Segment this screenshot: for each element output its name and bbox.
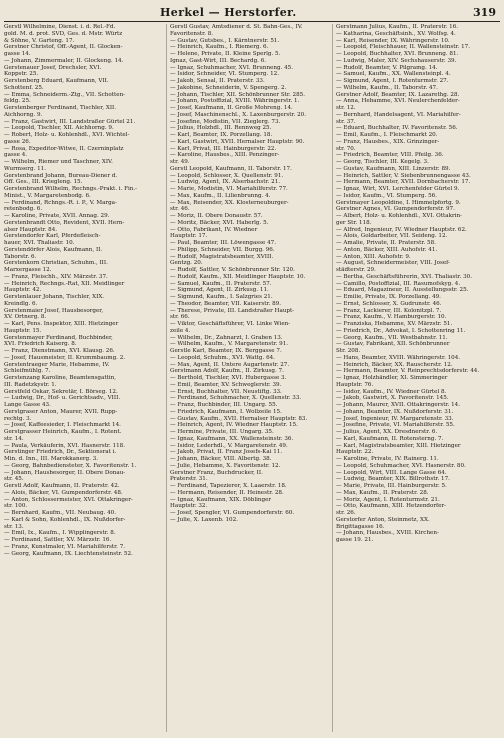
directory-line: — Ignaz, Kaufmann, XX. Wallensteinstr. 36. xyxy=(170,435,294,442)
directory-line: — Ignaz, Holzhändler, XI. Simmeringer xyxy=(336,375,448,381)
directory-line: — Robert, Holz- u. Kohlenhdl., XVI. Wichtel- xyxy=(4,132,130,138)
directory-line: — Karl, Gastwirt, XVII. Hernalser Hauptstr. 90. xyxy=(170,138,305,145)
directory-line: Gentzg. 20. xyxy=(170,260,203,267)
directory-line: XV. Ortnerg. 8. xyxy=(4,314,47,321)
directory-line: — Gustav, Kaufmann, XIII. Linzerstr. 89. xyxy=(336,165,451,172)
directory-line: — Leopold, Fleischhauer, II. Wallensteinstr. 17. xyxy=(336,44,470,51)
directory-line: — Julius, Agent, XX. Dresdnerstr. 6. xyxy=(336,429,438,435)
directory-line: ger Str. 118. xyxy=(336,219,372,226)
directory-line: — Rudolf, Beamter, V. Pilgramg. 14. xyxy=(336,64,438,71)
directory-line: — Gustav, Kaufm., XVII. Hernalser Hauptstr. 83. xyxy=(170,415,308,422)
directory-line: — Max, Kaufm., II. Lilienbrunng. 4. xyxy=(170,192,271,199)
directory-line: — Johann, Postoffizial, XVIII. Währingerstr. 1. xyxy=(170,98,300,105)
directory-line: — Sigmund, Agent, I. Rotenturmstr. 27. xyxy=(336,78,449,84)
directory-line: — Bernhard, Kaufm., VII. Neubaug. 40. xyxy=(4,510,117,516)
directory-line: — Eduard, Magazineur, II. Ausstellungsstr. 25. xyxy=(336,287,469,294)
directory-line: — Johann, Maurer, XVII. Ottakringerstr. 14. xyxy=(336,402,461,408)
directory-line: — Johann, Zimmermaler, II. Glockeng. 14. xyxy=(4,57,124,64)
directory-line: Minist., V. Margaretenbodg. 6. xyxy=(4,192,91,199)
directory-line: — Ernst, Buchhalter, VII. Neustiftg. 33. xyxy=(170,388,282,395)
directory-line: Gerstmann Adolf, Kaufm., II. Zirkusg. 7. xyxy=(170,368,284,375)
directory-line: — Hermann, Reisender, II. Heinestr. 28. xyxy=(170,489,284,496)
directory-line: — Ignaz, Schuhmacher, XVI. Brunneng. 45. xyxy=(170,64,294,71)
directory-line: — Ludwig, Beamter, XIX. Billrothstr. 17. xyxy=(336,476,450,483)
directory-line: str. 14. xyxy=(4,435,24,442)
directory-line: — Jakob, Sensal, II. Praterstr. 33. xyxy=(170,78,265,84)
directory-line: — Karl, Beamter, IX. Porzellang. 18. xyxy=(170,132,273,138)
directory-line: — Leopold, Schuhmacher, XVI. Hasnerstr. 80. xyxy=(336,462,466,469)
directory-line: — Wilhelm, Kaufm., V. Margaretenstr. 91. xyxy=(170,341,289,348)
directory-line: Schottenf. 25. xyxy=(4,84,44,91)
directory-line: — Josef, Maschinenschl., X. Laxenburgerstr. 20. xyxy=(170,111,306,118)
directory-line: Hauptstr. 22. xyxy=(336,449,374,456)
directory-line: — Therese, Private, III. Landstraßer Haupt- xyxy=(170,307,295,314)
directory-line: — Julie, Hebamme, X. Favoritenstr. 12. xyxy=(170,462,281,469)
directory-line: — Franz, Kunstmaler, VI. Mariahilferstr. 7. xyxy=(4,543,126,550)
directory-line: — Marie, Private, III. Hainburgerstr. 5. xyxy=(336,483,447,489)
running-head: Herkel — Herstorfer. xyxy=(160,6,297,19)
directory-line: Gerstenberg Eduard, Kaufmann, VII. xyxy=(4,78,109,84)
directory-line: — Anton, XIII. Auhofstr. 9. xyxy=(336,253,411,260)
page-header xyxy=(0,6,504,22)
directory-line: Hauptstr. 32. xyxy=(170,503,208,510)
directory-line: Hauptstr. 42. xyxy=(4,287,42,294)
directory-line: — Friedrich, Kaufmann, I. Wollzeile 15. xyxy=(170,408,282,415)
directory-line: — Ludwig, Maler, XIV. Sechshauserstr. 39. xyxy=(336,57,457,64)
directory-line: Gerstenauer Josef, Drechsler, XVI. xyxy=(4,64,102,71)
directory-line: — Emil, Beamter, XV. Schweglerstr. 39. xyxy=(170,381,282,388)
directory-line: — Gustav, Gutsbes., I. Kärntnerstr. 51. xyxy=(170,37,280,44)
header-rule xyxy=(4,21,500,22)
column-divider xyxy=(166,24,167,732)
directory-line: Kreindlg. 6. xyxy=(4,300,38,307)
directory-line: Gerstenbrandt Otto, Revident, XVII. Hern- xyxy=(4,219,125,226)
directory-line: Wurmserg. 11. xyxy=(4,165,46,172)
directory-line: Schleifmühlg. 7. xyxy=(4,368,51,375)
directory-line: — Heinrich, Bäcker, XX. Rauscherstr. 12. xyxy=(336,361,453,368)
directory-line: — Franziska, Hebamme, XV. Märzstr. 51. xyxy=(336,321,453,327)
directory-line: & Söhne, V. Garteng. 17. xyxy=(4,37,75,44)
directory-line: Marxergasse 12. xyxy=(4,267,52,273)
directory-line: — Hermann, Beamter, V. Reinprechtsdorferstr. 44. xyxy=(336,368,480,375)
directory-line: — Johann, Beamter, IX. Nußdorferstr. 31. xyxy=(336,408,454,415)
directory-line: str. 12. xyxy=(336,105,356,111)
directory-line: — Julius, Holzhdl., III. Rennweg 25. xyxy=(170,125,272,132)
directory-line: Gerstgraser Anton, Maurer, XVII. Rupp- xyxy=(4,408,118,415)
directory-line: — Anna, Hebamme, XVI. Neulerchenfelder- xyxy=(336,98,460,105)
directory-line: Brigittagasse 16. xyxy=(336,523,385,530)
directory-line: — Philipp, Schneider, VII. Burgg. 96. xyxy=(170,246,275,253)
column-3 xyxy=(336,24,496,732)
directory-line: — Georg, Kaufm., VII. Westbahnstr. 11. xyxy=(336,334,448,341)
directory-line: rechtg. 3. xyxy=(4,415,32,422)
directory-line: — Wilhelm, Dr., Zahnarzt, I. Graben 13. xyxy=(170,334,283,341)
directory-line: — Eduard, Buchhalter, IV. Favoritenstr. 56. xyxy=(336,125,458,132)
directory-line: — Georg, Tischler, III. Kegelg. 3. xyxy=(336,159,429,165)
directory-line: — Jakob, Gastwirt, X. Favoritenstr. 145. xyxy=(336,395,449,402)
directory-line: — Helene, Private, II. Kleine Sperlg. 5. xyxy=(170,51,281,57)
directory-line: Gerstenbrand Wilhelm, Rechngs.-Prakt. i. Fin.- xyxy=(4,186,138,192)
directory-line: hauer, XVI. Thaliastr. 10. xyxy=(4,240,75,246)
directory-line: — Rosa, Expeditor-Witwe, II. Czerninplatz xyxy=(4,145,124,152)
directory-line: Min. d. Inn., III. Marokkanerg. 3. xyxy=(4,456,99,462)
directory-line: — Ferdinand, Schuhmacher, X. Quellenstr. 33. xyxy=(170,395,302,402)
directory-line: — Franz, Lackierer, III. Kolonitzpl. 7. xyxy=(336,307,442,314)
directory-line: — Josefine, Private, VI. Mariahilferstr. 55. xyxy=(336,422,455,429)
directory-line: — Camillo, Postoffizial, III. Rasumofskyg. 4. xyxy=(336,280,461,287)
directory-line: — Ferdinand, Tapezierer, X. Laaerstr. 18. xyxy=(170,483,287,489)
directory-line: str. 49. xyxy=(170,159,190,165)
directory-line: — Johann, Bäcker, VIII. Albertg. 38. xyxy=(170,456,272,462)
directory-line: Gerstenmaier Josef, Hausbesorger, xyxy=(4,307,104,314)
directory-line: — Ignaz, Kaufmann, XIX. Döblinger xyxy=(170,496,272,503)
directory-line: — Josef, Ingenieur, IV. Margaretenstr. 33. xyxy=(336,415,454,422)
directory-line: — Karl, Pens. Inspektor, XIII. Hietzinger xyxy=(4,321,119,327)
directory-line: Hauptstr. 76. xyxy=(336,381,374,388)
directory-line: — Viktor, Geschäftsführer, VI. Linke Wien- xyxy=(170,321,291,327)
directory-line: — Jakobine, Schneiderin, V. Spengerg. 2. xyxy=(170,84,287,91)
directory-line: Gerstmayer Leopoldine, I. Himmelpfortg. 9. xyxy=(336,199,461,206)
directory-line: — Amalie, Private, II. Praterstr. 58. xyxy=(336,240,436,246)
directory-line: — Heinrich, Sattler, V. Siebenbrunnengasse 43. xyxy=(336,172,471,179)
directory-line: — Leopold, Schuhm., XVI. Wattg. 64. xyxy=(170,354,275,361)
page-number: 319 xyxy=(473,6,496,19)
directory-line: — Leopold, Buchhalter, XVI. Brunneng. 81. xyxy=(336,51,459,57)
directory-line: — Karoline, Private, XVII. Annag. 29. xyxy=(4,213,110,219)
directory-line: — Ferdinand, Rchngs.-R. i. P., V. Marga- xyxy=(4,199,117,206)
directory-line: — Franz, Hausbes., XIX. Grinzinger- xyxy=(336,138,440,145)
directory-line: str. 66. xyxy=(170,314,190,321)
directory-line: — Leopold, Wirt, VIII. Lange Gasse 64. xyxy=(336,469,447,476)
directory-line: Gerstfeld Oskar, Sekretär, I. Börseg. 12. xyxy=(4,388,118,395)
directory-line: Öff. Ges., III. Kriegleng. 15. xyxy=(4,179,83,186)
directory-line: — Hermine, Private, III. Ungarg. 35. xyxy=(170,429,274,435)
directory-line: Gerstenlauer Johann, Tischler, XIX. xyxy=(4,294,105,300)
directory-line: Gerstl Leopold, Kaufmann, II. Taborstr. 17. xyxy=(170,165,292,172)
directory-line: — Josef, Kaufmann, II. Große Mohreng. 14. xyxy=(170,105,293,111)
directory-line: — Otto, Kaufmann, XIII. Hetzendorfer- xyxy=(336,503,446,510)
directory-line: Ignaz, Gast-Wirt, III. Bechardg. 6. xyxy=(170,57,267,64)
directory-line: — Heinrich, Agent, IV. Wiedner Hauptstr. 15. xyxy=(170,422,298,429)
directory-line: feldg. 25. xyxy=(4,98,31,105)
directory-line: — Paula, Verkäuferin, XVI. Hasnerstr. 118. xyxy=(4,442,125,449)
directory-line: — Josef, Spengler, VI. Gumpendorferstr. 60. xyxy=(170,510,295,516)
directory-line: — Alois, Bäcker, VI. Gumpendorferstr. 48. xyxy=(4,489,123,496)
directory-line: — Emil, Ix., Kaufm., I. Wipplingerstr. 8. xyxy=(4,530,116,537)
directory-line: alser Hauptstr. 84. xyxy=(4,226,58,233)
directory-line: Gerstner Franz, Buchdrucker, II. xyxy=(170,469,263,476)
directory-line: str. 26. xyxy=(336,510,356,516)
directory-line: gold. M. d. prot. SVD, Ges. d. Mstr. Würtz xyxy=(4,30,123,37)
directory-line: Gerstenkorn Christian, Schuhm., III. xyxy=(4,260,108,267)
directory-line: — Samuel, Kaufm., XX. Wallensteinpl. 4. xyxy=(336,71,451,78)
directory-line: gasse 4. xyxy=(4,152,28,159)
directory-line: — Bernhard, Handelsagent, VI. Mariahilfer- xyxy=(336,111,461,118)
directory-line: Gerstentraeger Marie, Hebamme, IV. xyxy=(4,361,110,368)
directory-line: — Sigmund, Agent, II. Zirkusg. 11. xyxy=(170,287,269,294)
directory-line: — Karoline, Hausbes., XIII. Penzinger- xyxy=(170,152,280,159)
directory-line: — Karl, Kaufmann, II. Rotensterng. 7. xyxy=(336,435,444,442)
directory-line: Hauptstr. 17. xyxy=(170,233,208,240)
directory-line: — Franz, Dienstmann, XVI. Klausg. 26. xyxy=(4,348,115,354)
directory-line: Gerstenzang Karoline, Beamtensgattin, xyxy=(4,375,117,381)
directory-line: — Ludwig, Agent, IX. Alserbachstr. 21. xyxy=(170,179,281,186)
directory-line: Gerstl Wilhelmine, Dienst. i. d. Rel.-Fd. xyxy=(4,24,116,30)
directory-line: — Karl, Reisender, IX. Währingerstr. 10. xyxy=(336,37,450,44)
directory-line: — Josef, Hausmeister, II. Krummbaumg. 2. xyxy=(4,354,126,361)
directory-line: zeile 4. xyxy=(170,327,191,334)
directory-line: — Sigmund, Kaufm., I. Salzgries 21. xyxy=(170,294,273,300)
directory-line: — Max, Agent, II. Untere Augartenstr. 27. xyxy=(170,361,290,368)
directory-line: — Hans, Beamter, XVIII. Währingerstr. 104. xyxy=(336,354,461,361)
directory-line: Gerstle Karl, Beamter, IX. Berggasse 7. xyxy=(170,348,282,354)
directory-line: Praterstr. 31. xyxy=(170,476,208,483)
directory-line: — Karl, Magistratsbeamter, XIII. Hietzinger xyxy=(336,442,461,449)
directory-line: — Moritz, Bäcker, XVI. Haberlg. 5. xyxy=(170,219,269,226)
directory-line: Gerstendörfer Alois, Kaufmann, II. xyxy=(4,246,103,253)
directory-line: — Ferdinand, Sattler, XV. Märzstr. 16. xyxy=(4,537,112,543)
directory-line: — Isidor, Lederhdl., V. Margaretenstr. 49. xyxy=(170,442,288,449)
directory-line: — Julie, X. Laxenb. 102. xyxy=(170,516,238,523)
directory-line: — Johann, Tischler, XII. Schönbrunner Str. 285. xyxy=(170,91,305,98)
directory-line: Gerstl Adolf, Kaufmann, II. Praterstr. 42. xyxy=(4,483,120,489)
directory-line: — Theodor, Beamter, VII. Kaiserstr. 89. xyxy=(170,300,281,307)
directory-line: — Leopold, Schlosser, X. Quellenstr. 91. xyxy=(170,172,284,179)
directory-line: — Wilhelm, Riemer und Taschner, XIV. xyxy=(4,159,113,165)
directory-line: Gerstendorfer Karl, Pferdefleisch- xyxy=(4,233,101,240)
directory-line: — Max, Reisender, XX. Klosterneuburger- xyxy=(170,199,289,206)
directory-line: — Paul, Beamter, III. Löwengasse 47. xyxy=(170,240,277,246)
directory-line: — Heinrich, Kaufm., I. Riemerg. 6. xyxy=(170,44,269,51)
directory-line: Lange Gasse 43. xyxy=(4,402,51,408)
directory-line: III. Radetzkystr. 1. xyxy=(4,381,57,388)
directory-line: str. 100. xyxy=(4,503,28,510)
directory-line: — Otto, Fabrikant, IV. Wiedner xyxy=(170,226,258,233)
directory-line: Taborstr. 6. xyxy=(4,253,37,260)
directory-line: — Friedrich, Dr., Advokat, I. Schottenring 11. xyxy=(336,327,466,334)
directory-line: — Josef, Kaffeesieder, I. Fleischmarkt 14. xyxy=(4,422,121,429)
directory-line: — Samuel, Kaufm., II. Praterstr. 57. xyxy=(170,280,272,287)
directory-line: — Ernst, Schlosser, X. Gudrunstr. 46. xyxy=(336,300,442,307)
directory-line: — Johann, Hausbes., XVIII. Kirchen- xyxy=(336,530,439,537)
directory-line: — Franz, Buchbinder, III. Ungarg. 55. xyxy=(170,402,278,408)
directory-line: — Rudolf, Kaufm., XII. Meidlinger Hauptstr. 10. xyxy=(170,273,306,280)
directory-line: — Rudolf, Magistratsbeamter, XVIII. xyxy=(170,253,274,260)
directory-line: gasse 19. 21. xyxy=(336,537,374,543)
directory-line: — Hermann, Beamter, XVII. Dornbacherstr. 17. xyxy=(336,179,471,186)
directory-line: — Heinrich, Rechngs.-Rat, XII. Meidlinger xyxy=(4,280,125,287)
directory-line: — Emilie, Private, IX. Porzellang. 49. xyxy=(336,294,441,300)
directory-line: — Albert, Holz- u. Kohlenhdl., XVI. Ottakrin- xyxy=(336,213,462,219)
directory-line: — Marie, Modistin, VI. Mariahilferstr. 77. xyxy=(170,186,288,192)
directory-line: — Georg, Bahnbediensteter, X. Favoritenstr. 1. xyxy=(4,462,137,469)
directory-line: — Alfred, Ingenieur, IV. Wiedner Hauptstr. 62. xyxy=(336,226,467,233)
column-divider xyxy=(332,24,333,732)
directory-line: — Leopold, Tischler, XII. Aichhorng. 9. xyxy=(4,125,114,132)
directory-line: — Berthold, Tischler, XVI. Hubergasse 3. xyxy=(170,375,287,381)
directory-line: — Wilhelm, Kaufm., II. Taborstr. 47. xyxy=(336,84,438,91)
directory-line: Aichhorng. 9. xyxy=(4,111,43,118)
directory-line: Gerstenmayer Ferdinand, Buchbinder, xyxy=(4,334,113,341)
directory-line: — Moriz, Agent, I. Rotenturmstr. 21. xyxy=(336,496,440,503)
directory-line: — Franz, Fleischh., XIV. Märzstr. 37. xyxy=(4,273,108,280)
directory-line: — Johann, Hausbesorger, II. Obere Donau- xyxy=(4,469,126,476)
directory-line: — Franz, Gastwirt, III. Landstraßer Gürtel 21. xyxy=(4,118,136,125)
directory-line: Gerstner Christof, Off.-Agent, II. Glocken- xyxy=(4,44,123,51)
directory-line: str. 37. xyxy=(336,118,356,125)
directory-line: str. 70. xyxy=(336,145,356,152)
directory-line: Gerstenbrand Johann, Bureau-Diener d. xyxy=(4,172,118,179)
directory-line: — Karoline, Private, IV. Rainerg. 11. xyxy=(336,456,439,462)
directory-line: — Gustav, Fabrikant, XII. Schönbrunner xyxy=(336,341,450,348)
directory-line: — Moriz, II. Obere Donaustr. 57. xyxy=(170,213,263,219)
directory-line: — Jakob, Privat, II. Franz Josefs-Kai 11. xyxy=(170,449,283,456)
directory-line: str. 45. xyxy=(4,476,24,483)
directory-line: Gerstl Gustav, Amtsdiener d. St. Bahn-Ges., IV. xyxy=(170,24,303,30)
directory-line: — Isidor, Kaufm., VI. Stumperg. 56. xyxy=(336,192,438,199)
directory-line: — Karl, Privat, III. Hainburgerstr. 22. xyxy=(170,145,277,152)
directory-line: Gerstner Agnes, VI. Gumpendorferstr. 97. xyxy=(336,206,455,213)
directory-line: — Karl & Sohn, Kohlenhdl., IX. Nußdorfer- xyxy=(4,516,126,523)
directory-line: — Emma, Schneiderm.-Ztg., VII. Schotten- xyxy=(4,91,126,98)
directory-line: Hauptstr. 15. xyxy=(4,327,42,334)
column-1 xyxy=(4,24,164,732)
directory-line: Favoritenstr. 8. xyxy=(170,30,214,37)
directory-line: — Max, Kaufm., II. Praterstr. 28. xyxy=(336,489,429,496)
directory-line: — Isidor, Schneider, VI. Stumperg. 12. xyxy=(170,71,279,78)
directory-line: — Emil, Kaufm., I. Fleischmarkt 20. xyxy=(336,132,438,138)
directory-line: — Alois, Goldarbeiter, VII. Seideng. 12. xyxy=(336,233,448,240)
directory-line: gasse 14. xyxy=(4,51,31,57)
directory-line: — Ludwig, Dr., Hof- u. Gerichtsadv., VIII. xyxy=(4,395,121,402)
directory-line: Gerstgrasser Heinrich, Kaufm., I. Rotent. xyxy=(4,429,122,435)
directory-line: Str. 208. xyxy=(336,348,361,354)
directory-line: — Bertha, Geschäftsführerin, XVI. Thaliastr. 30. xyxy=(336,273,472,280)
directory-line: Gerstinger Friedrich, Dr., Sektionsrat i. xyxy=(4,449,117,456)
directory-line: Gerstenberger Ferdinand, Tischler, XII. xyxy=(4,105,117,111)
directory-line: — Isidor, Kaufm., IV. Wiedner Gürtel 8. xyxy=(336,388,447,395)
column-2 xyxy=(170,24,330,732)
directory-line: Gerstmann Julius, Kaufm., II. Praterstr. 16. xyxy=(336,24,459,30)
directory-line: str. 46. xyxy=(170,206,190,213)
directory-line: — Anton, Bäcker, XIII. Auhofstr. 41. xyxy=(336,246,438,253)
directory-line: — Franz, Kaufm., V. Hamburgerstr. 10. xyxy=(336,314,447,321)
directory-line: — Anton, Schlossermeister, XVI. Ottakringer- xyxy=(4,496,133,503)
directory-line: — Rudolf, Sattler, V. Schönbrunner Str. 120. xyxy=(170,267,295,273)
directory-line: gasse 26. xyxy=(4,138,31,145)
directory-line: — Katharina, Geschäftsinh., XV. Wolfsg. 4. xyxy=(336,30,456,37)
directory-line: — Ignaz, Wirt, XVI. Lerchenfelder Gürtel 9. xyxy=(336,186,460,192)
directory-line: — August, Schneidermeister, VIII. Josef- xyxy=(336,260,450,267)
directory-line: XVI. Friedrich Kaiserg. 8. xyxy=(4,341,77,348)
directory-line: — Friedrich, Beamter, VIII. Pfeilg. 36. xyxy=(336,152,444,159)
directory-line: Gerstorfer Anton, Steinmetz, XX. xyxy=(336,516,430,523)
directory-line: — Georg, Kaufmann, IX. Liechtensteinstr. 52. xyxy=(4,550,133,557)
directory-line: str. 13. xyxy=(4,523,24,530)
directory-line: städterstr. 29. xyxy=(336,267,376,273)
directory-line: — Josefine, Modistin, VII. Zieglerg. 73. xyxy=(170,118,281,125)
directory-line: retenbodg. 6. xyxy=(4,206,43,213)
directory-line: Koppstr. 25. xyxy=(4,71,39,78)
directory-line: Gerstner Adolf, Beamter, IX. Lazarethg. 28. xyxy=(336,91,460,98)
